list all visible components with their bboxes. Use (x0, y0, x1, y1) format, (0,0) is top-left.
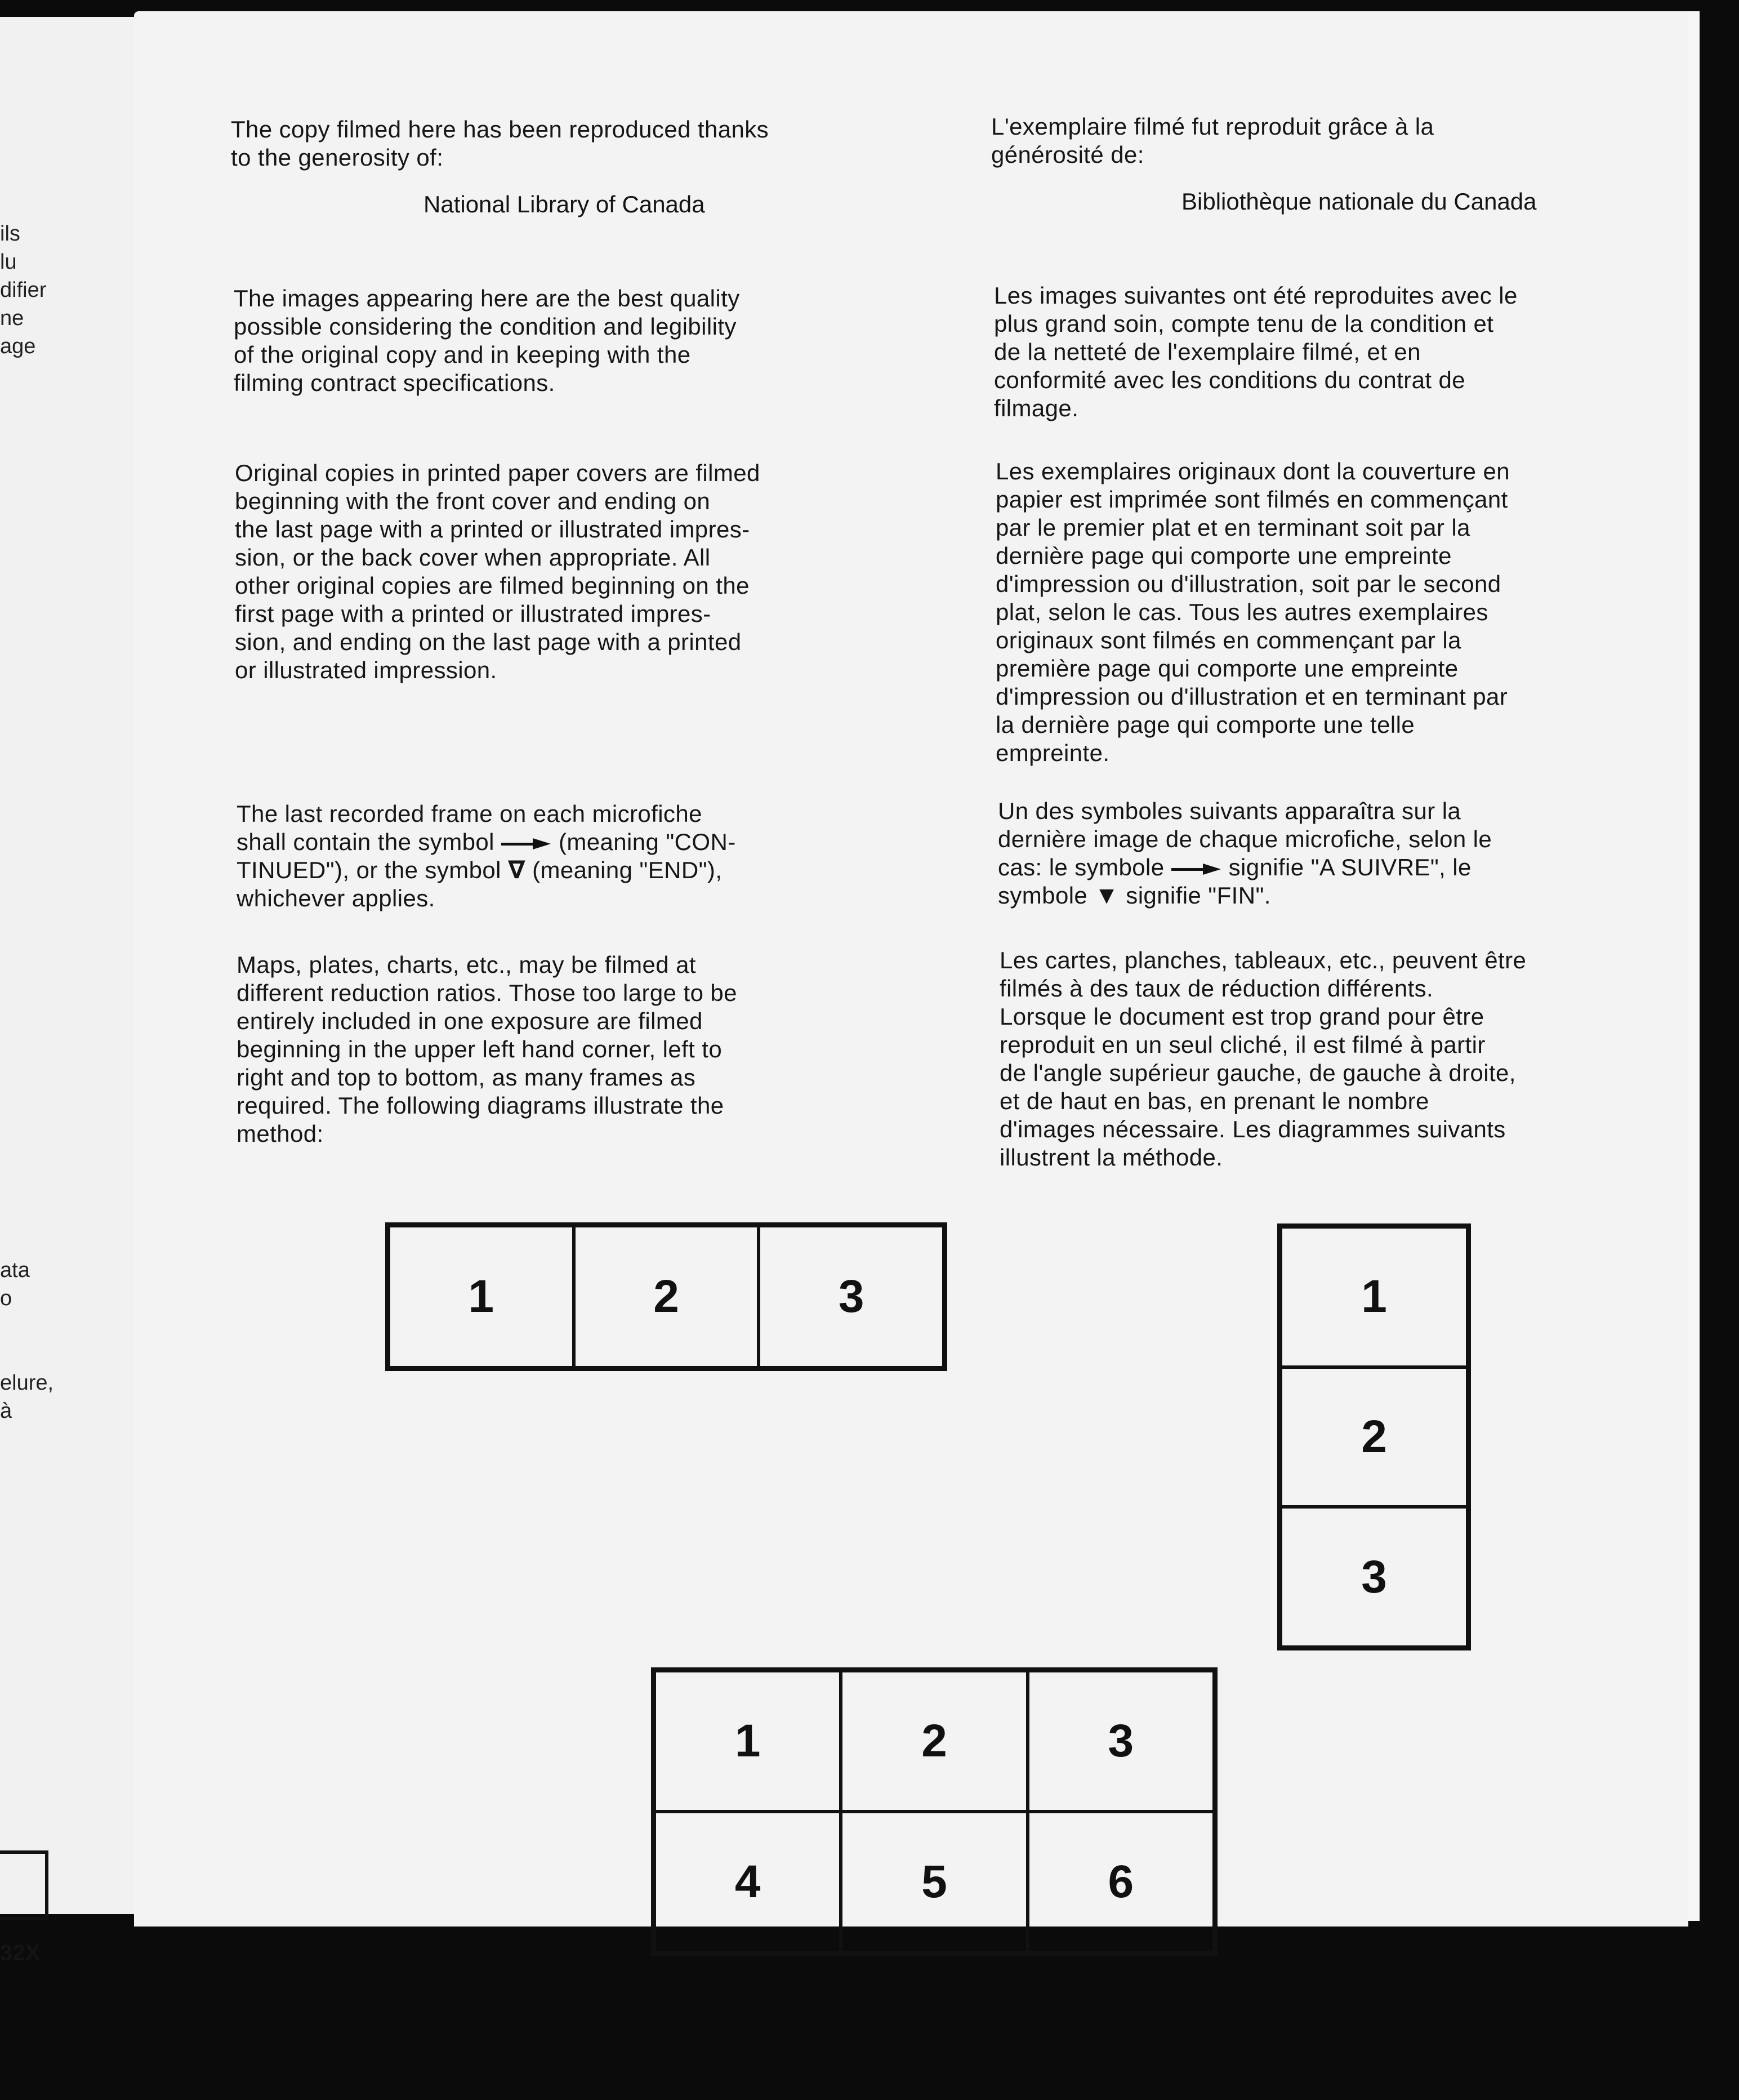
page-edge (1688, 11, 1700, 1921)
english-paragraph-intro: The copy filmed here has been reproduced thanks to the generosity of: (231, 116, 769, 171)
diagram-vertical (1277, 1223, 1471, 1650)
french-maps (1000, 946, 1630, 1172)
left-fragment-line: age (0, 335, 36, 358)
diagram-grid (651, 1667, 1218, 1956)
left-fragment-line: o (0, 1287, 12, 1310)
left-fragment-line: ne (0, 306, 24, 330)
english-library-name: National Library of Canada (423, 191, 705, 217)
french-symbols-text-a: Un des symboles suivants apparaîtra sur la dernière image de chaque microfiche, selon le cas: le symbole (998, 798, 1492, 880)
french-paragraph-quality: Les images suivantes ont été reproduites avec le plus grand soin, compte tenu de la condition et de la netteté de l'exemplaire filmé, et en conformité avec les conditions du contrat de filmage. (994, 282, 1518, 421)
french-paragraph-originals: Les exemplaires originaux dont la couverture en papier est imprimée sont filmés en commençant par le premier plat et en terminant soit par la dernière page qui comporte une empreinte d'impression ou d'illustration, soit par le second plat, selon le cas. Tous les autres exemplaires originaux sont filmés en commençant par la première page qui comporte une empreinte d'impression ou d'illustration et en terminant par la dernière page qui comporte une telle empreinte. (996, 458, 1510, 766)
arrow-right-icon (1171, 864, 1222, 875)
left-fragment-line: elure, (0, 1371, 54, 1395)
english-originals (235, 459, 888, 684)
english-paragraph-maps: Maps, plates, charts, etc., may be filmed at different reduction ratios. Those too large to be entirely included in one exposure are filmed beginning in the upper left hand corner, left to right and top to bottom, as many frames as required. The following diagrams illustrate the method: (237, 951, 737, 1147)
diagram-cell: 2 (841, 1671, 1027, 1812)
left-fragment-line: ata (0, 1258, 30, 1282)
left-fragment-line: ils (0, 222, 20, 246)
diagram-cell: 3 (1028, 1671, 1214, 1812)
diagram-cell: 3 (1281, 1507, 1468, 1647)
english-paragraph-quality: The images appearing here are the best quality possible considering the condition and legibility of the original copy and in keeping with the filming contract specifications. (234, 285, 740, 396)
left-page-fragment (0, 17, 148, 1965)
english-paragraph-originals: Original copies in printed paper covers are filmed beginning with the front cover and ending on the last page with a printed or illustrated impres- sion, or the back cover when appropriate. All other original copies are filmed beginning on the first page with a printed or illustrated impres- sion, and ending on the last page with a printed or illustrated impression. (235, 460, 760, 683)
diagram-cell: 6 (1028, 1812, 1214, 1952)
french-paragraph-symbols (998, 797, 1629, 910)
diagram-cell: 1 (1281, 1227, 1468, 1367)
english-symbols-text-b: (meaning "CON- TINUED"), or the symbol (237, 829, 736, 883)
english-quality (234, 284, 887, 397)
french-symbols (998, 797, 1629, 910)
left-fragment-line: difier (0, 278, 47, 302)
english-paragraph-symbols (237, 800, 890, 913)
french-originals (996, 457, 1626, 767)
french-intro (991, 113, 1622, 169)
left-fragment-line: lu (0, 250, 17, 274)
french-paragraph-maps: Les cartes, planches, tableaux, etc., peuvent être filmés à des taux de réduction différents. Lorsque le document est trop grand pour être reproduit en un seul cliché, il est filmé à partir de l'angle supérieur gauche, de gauche à droite, et de haut en bas, en prenant le nombre d'images nécessaire. Les diagrammes suivants illustrent la méthode. (1000, 947, 1527, 1171)
french-symbols-text-c: signifie "FIN". (1119, 882, 1271, 909)
left-fragment-label: 32X (0, 1941, 41, 1965)
english-intro (231, 115, 884, 172)
diagram-cell: 5 (841, 1812, 1027, 1952)
diagram-cell: 2 (1281, 1367, 1468, 1507)
left-fragment-box (0, 1850, 48, 1920)
fin-triangle-icon: ▼ (1094, 882, 1120, 909)
diagram-cell: 4 (654, 1812, 841, 1952)
diagram-cell: 2 (574, 1226, 759, 1368)
diagram-horizontal (385, 1222, 947, 1371)
english-maps (237, 951, 890, 1148)
french-quality (994, 282, 1625, 422)
english-symbols (237, 800, 890, 913)
french-paragraph-intro: L'exemplaire filmé fut reproduit grâce à la générosité de: (991, 113, 1434, 168)
english-symbols-text-c: (meaning "END"), whichever applies. (237, 857, 723, 911)
diagram-cell: 3 (759, 1226, 944, 1368)
end-triangle-icon: ∇ (507, 856, 525, 884)
english-symbols-text-a: The last recorded frame on each microfiche shall contain the symbol (237, 800, 702, 855)
diagram-cell: 1 (654, 1671, 841, 1812)
french-library-name: Bibliothèque nationale du Canada (1181, 188, 1537, 215)
left-fragment-line: à (0, 1399, 12, 1423)
diagram-cell: 1 (389, 1226, 574, 1368)
french-symbols-text-b: signifie "A SUIVRE", le symbole (998, 854, 1472, 909)
arrow-right-icon (501, 838, 552, 849)
